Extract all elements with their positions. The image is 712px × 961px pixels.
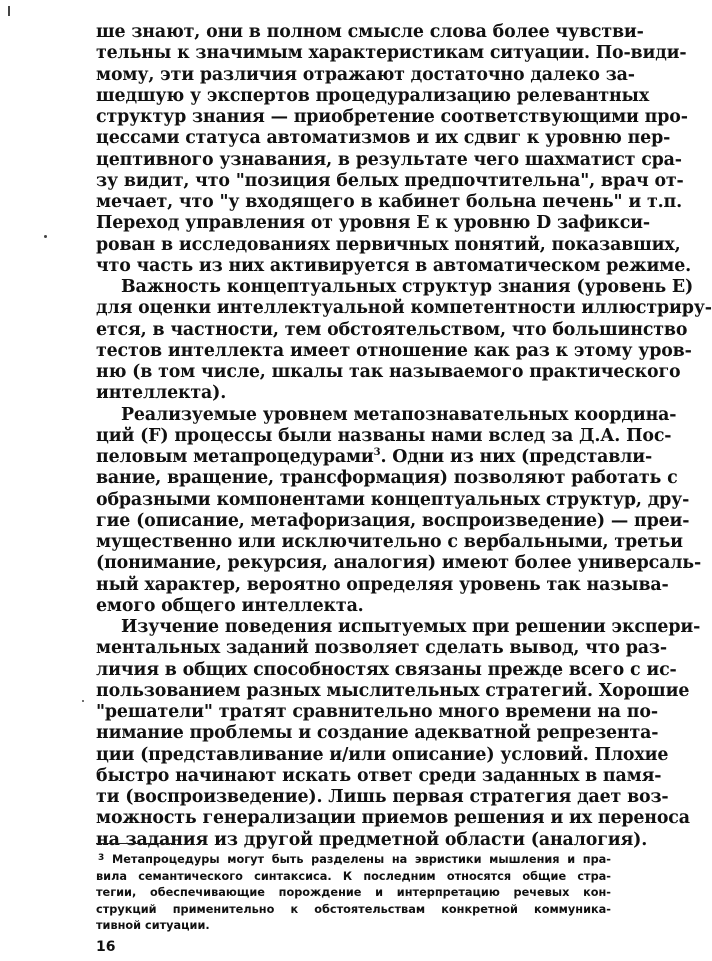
footnote-line: Метапроцедуры могут быть разделены на эвристики мышления и пра- bbox=[112, 853, 611, 866]
text-line: ти (воспроизведение). Лишь первая стратегия дает воз- bbox=[96, 787, 669, 807]
scan-speck bbox=[44, 235, 47, 238]
paragraph-2 bbox=[96, 277, 712, 405]
text-line: рован в исследованиях первичных понятий, показавших, bbox=[96, 234, 681, 255]
page-body bbox=[96, 22, 712, 851]
scan-speck bbox=[82, 700, 84, 702]
text-line: мечает, что "у входящего в кабинет больна печень" и т.п. bbox=[96, 192, 683, 212]
footnote-mark: 3 bbox=[98, 853, 105, 863]
scan-speck bbox=[8, 6, 10, 16]
footnote-line: тивной ситуации. bbox=[96, 919, 210, 932]
text-line: зу видит, что "позиция белых предпочтительна", врач от- bbox=[96, 170, 684, 191]
text-line: мому, эти различия отражают достаточно далеко за- bbox=[96, 64, 635, 85]
text-line: Важность концептуальных структур знания (уровень E) bbox=[121, 277, 694, 297]
text-line: ций (F) процессы были названы нами вслед за Д.А. Пос- bbox=[96, 425, 672, 446]
page-number: 16 bbox=[96, 939, 116, 955]
text-line: тельны к значимым характеристикам ситуации. По-види- bbox=[96, 43, 687, 64]
text-line: для оценки интеллектуальной компетентности иллюстриру- bbox=[96, 298, 712, 319]
text-line: (понимание, рекурсия, аналогия) имеют более универсаль- bbox=[96, 553, 702, 574]
text-line: "решатели" тратят сравнительно много времени на по- bbox=[96, 702, 658, 722]
text-line: личия в общих способностях связаны прежде всего с ис- bbox=[96, 659, 677, 680]
text-line: Переход управления от уровня E к уровню D зафикси- bbox=[96, 213, 650, 234]
text-line: образными компонентами концептуальных структур, дру- bbox=[96, 489, 690, 510]
paragraph-4 bbox=[96, 617, 701, 851]
footnote bbox=[96, 852, 611, 935]
paragraph-3 bbox=[96, 404, 702, 618]
text-line: вание, вращение, трансформация) позволяют работать с bbox=[96, 468, 678, 489]
text-line: структур знания — приобретение соответствующими про- bbox=[96, 107, 688, 127]
text-line: ментальных заданий позволяет сделать вывод, что раз- bbox=[96, 638, 667, 659]
text-line: гие (описание, метафоризация, воспроизведение) — преи- bbox=[96, 510, 690, 531]
text-line: на задания из другой предметной области (аналогия). bbox=[96, 829, 648, 850]
text-line: цессами статуса автоматизмов и их сдвиг к уровню пер- bbox=[96, 128, 671, 149]
text-line: шедшую у экспертов процедурализацию релевантных bbox=[96, 85, 650, 106]
text-line: ется, в частности, тем обстоятельством, что большинство bbox=[96, 319, 688, 340]
text-line-with-footnote bbox=[96, 447, 653, 468]
footnote-line: тегии, обеспечивающие порождение и интерпретацию речевых кон- bbox=[96, 886, 611, 899]
text-line: быстро начинают искать ответ среди заданных в памя- bbox=[96, 765, 662, 786]
footnote-reference[interactable]: 3 bbox=[373, 447, 381, 459]
text-line: интеллекта). bbox=[96, 383, 227, 404]
text-fragment: . Одни из них (представли- bbox=[380, 447, 653, 467]
text-line: что часть из них активируется в автоматическом режиме. bbox=[96, 255, 692, 276]
text-line: можность генерализации приемов решения и их переноса bbox=[96, 808, 690, 829]
text-line: емого общего интеллекта. bbox=[96, 595, 364, 616]
text-line: ню (в том числе, шкалы так называемого практического bbox=[96, 362, 681, 382]
text-line: нимание проблемы и создание адекватной репрезента- bbox=[96, 723, 659, 744]
paragraph-1 bbox=[96, 22, 692, 277]
text-line: мущественно или исключительно с вербальными, третьи bbox=[96, 532, 683, 552]
text-line: ции (представливание и/или описание) условий. Плохие bbox=[96, 744, 669, 765]
text-line: Изучение поведения испытуемых при решении экспери- bbox=[121, 617, 701, 637]
text-fragment: пеловым метапроцедурами bbox=[96, 447, 374, 467]
text-line: цептивного узнавания, в результате чего шахматист сра- bbox=[96, 149, 682, 170]
text-line: пользованием разных мыслительных стратегий. Хорошие bbox=[96, 680, 690, 701]
text-line: ше знают, они в полном смысле слова более чувстви- bbox=[96, 22, 644, 42]
footnote-line: вила семантического синтаксиса. К последним относятся общие стра- bbox=[96, 869, 611, 883]
text-line: тестов интеллекта имеет отношение как раз к этому уров- bbox=[96, 340, 692, 361]
footnote-line: струкций применительно к обстоятельствам конкретной коммуника- bbox=[96, 902, 611, 916]
text-line: ный характер, вероятно определяя уровень так называ- bbox=[96, 574, 669, 595]
footnote-separator bbox=[96, 843, 174, 844]
text-line: Реализуемые уровнем метапознавательных координа- bbox=[121, 404, 677, 425]
